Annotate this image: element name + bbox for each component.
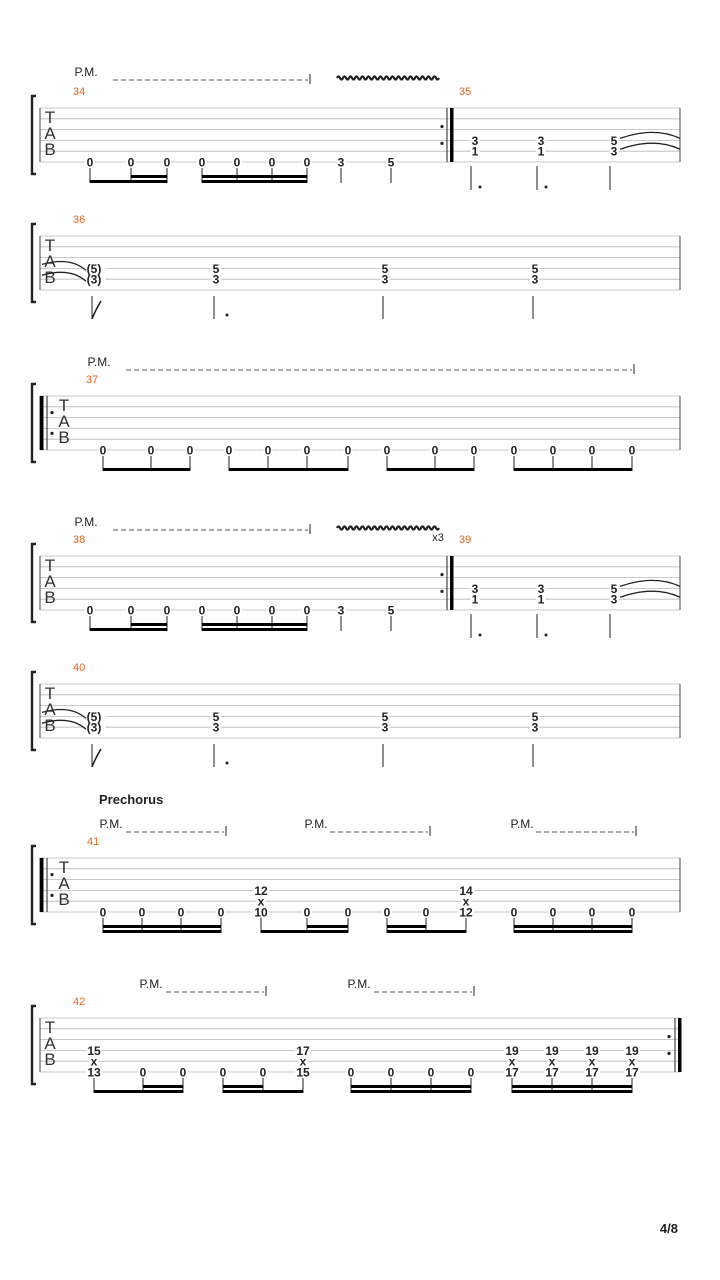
repeat-dot	[50, 894, 53, 897]
tab-clef-letter: B	[58, 428, 70, 447]
fret-number: (3)	[86, 272, 102, 287]
beam	[387, 468, 474, 471]
vibrato-mark	[337, 527, 439, 530]
fret-number: 0	[387, 1065, 395, 1080]
fret-number: 3	[212, 720, 220, 735]
dead-note: x	[90, 1054, 98, 1069]
beam	[223, 1090, 303, 1093]
tab-clef-letter: T	[58, 858, 70, 877]
fret-number: (3)	[86, 720, 102, 735]
beam	[514, 930, 632, 933]
beam	[512, 1085, 632, 1088]
beam	[202, 623, 307, 626]
fret-number: 5	[387, 603, 395, 618]
palm-mute-label: P.M.	[74, 515, 98, 529]
fret-number: 1	[537, 592, 545, 607]
fret-number: 0	[268, 603, 276, 618]
tie	[620, 143, 680, 149]
fret-number: 3	[212, 272, 220, 287]
measure-number: 37	[86, 374, 99, 386]
fret-number: 1	[471, 144, 479, 159]
fret-number: 0	[259, 1065, 267, 1080]
measure-number: 42	[73, 996, 86, 1008]
fret-number: 3	[531, 720, 539, 735]
fret-number: 5	[531, 709, 539, 724]
fret-number: 19	[545, 1043, 559, 1058]
tab-clef-letter: A	[44, 1034, 56, 1053]
repeat-count: x3	[432, 532, 444, 544]
beam	[514, 468, 632, 471]
tab-clef-letter: T	[44, 236, 56, 255]
fret-number: 17	[585, 1065, 599, 1080]
palm-mute-label: P.M.	[304, 817, 328, 831]
fret-number: 0	[177, 905, 185, 920]
palm-mute-label: P.M.	[510, 817, 534, 831]
fret-number: 0	[427, 1065, 435, 1080]
measure-number: 39	[459, 534, 472, 546]
fret-number: 5	[610, 581, 618, 596]
tab-clef-letter: B	[44, 716, 56, 735]
tab-clef-letter: T	[44, 684, 56, 703]
beam	[143, 1085, 183, 1088]
fret-number: 0	[99, 443, 107, 458]
fret-number: 0	[303, 603, 311, 618]
fret-number: 0	[431, 443, 439, 458]
tie	[620, 580, 680, 586]
measure-number: 38	[73, 534, 86, 546]
fret-number: 0	[588, 905, 596, 920]
fret-number: 0	[198, 603, 206, 618]
fret-number: 0	[139, 1065, 147, 1080]
fret-number: 0	[347, 1065, 355, 1080]
fret-number: 0	[233, 603, 241, 618]
dot	[479, 186, 482, 189]
tab-system-5	[32, 672, 680, 767]
beam	[94, 1090, 183, 1093]
fret-number: 3	[610, 592, 618, 607]
fret-number: 3	[531, 272, 539, 287]
beam	[351, 1085, 471, 1088]
fret-number: 3	[381, 720, 389, 735]
tab-clef-letter: T	[44, 108, 56, 127]
beam	[131, 623, 167, 626]
repeat-end-thick	[450, 556, 454, 610]
palm-mute-label: P.M.	[347, 977, 371, 991]
fret-number: 15	[296, 1065, 310, 1080]
tab-clef-letter: B	[44, 1050, 56, 1069]
fret-number: 5	[381, 261, 389, 276]
dot	[226, 762, 229, 765]
beam	[202, 628, 307, 631]
fret-number: 0	[470, 443, 478, 458]
fret-number: 13	[87, 1065, 101, 1080]
repeat-dot	[440, 573, 443, 576]
repeat-dot	[667, 1035, 670, 1038]
repeat-dot	[50, 411, 53, 414]
fret-number: 19	[585, 1043, 599, 1058]
repeat-end-thick	[450, 108, 454, 162]
tab-system-6	[32, 826, 680, 933]
palm-mute-label: P.M.	[74, 65, 98, 79]
palm-mute-label: P.M.	[87, 355, 111, 369]
fret-number: 0	[264, 443, 272, 458]
palm-mute-label: P.M.	[99, 817, 123, 831]
tie	[620, 591, 680, 597]
fret-number: 3	[610, 144, 618, 159]
tab-clef-letter: A	[44, 124, 56, 143]
system-bracket	[32, 384, 36, 462]
beam	[90, 628, 167, 631]
system-bracket	[32, 1006, 36, 1084]
measure-number: 41	[87, 836, 100, 848]
beam	[90, 180, 167, 183]
tab-clef-letter: B	[44, 588, 56, 607]
beam	[261, 930, 348, 933]
fret-number: 14	[459, 883, 473, 898]
fret-number: 0	[383, 905, 391, 920]
fret-number: 0	[549, 443, 557, 458]
tab-clef-letter: A	[44, 252, 56, 271]
tab-clef-letter: A	[58, 412, 70, 431]
dead-note: x	[588, 1054, 596, 1069]
fret-number: 5	[387, 155, 395, 170]
fret-number: (5)	[86, 709, 102, 724]
dead-note: x	[548, 1054, 556, 1069]
fret-number: 0	[127, 155, 135, 170]
fret-number: 0	[303, 905, 311, 920]
vibrato-mark	[337, 77, 439, 80]
beam	[229, 468, 348, 471]
fret-number: 3	[337, 155, 345, 170]
dot	[226, 314, 229, 317]
system-bracket	[32, 846, 36, 924]
tab-system-4	[32, 524, 680, 638]
note-flag	[92, 301, 101, 319]
beam	[103, 468, 190, 471]
repeat-end-thick	[678, 1018, 682, 1072]
fret-number: 5	[212, 709, 220, 724]
page-number: 4/8	[659, 1221, 678, 1236]
fret-number: 19	[625, 1043, 639, 1058]
tab-clef-letter: T	[44, 556, 56, 575]
fret-number: 3	[381, 272, 389, 287]
fret-number: 0	[186, 443, 194, 458]
fret-number: 19	[505, 1043, 519, 1058]
fret-number: 3	[537, 133, 545, 148]
tab-clef-letter: T	[58, 396, 70, 415]
fret-number: 0	[422, 905, 430, 920]
fret-number: 5	[212, 261, 220, 276]
fret-number: 3	[537, 581, 545, 596]
beam	[131, 175, 167, 178]
fret-number: 0	[303, 155, 311, 170]
tab-clef-letter: A	[44, 700, 56, 719]
beam	[307, 925, 348, 928]
system-bracket	[32, 224, 36, 302]
fret-number: 0	[217, 905, 225, 920]
beam	[202, 180, 307, 183]
fret-number: 1	[471, 592, 479, 607]
section-title: Prechorus	[99, 792, 164, 807]
fret-number: 0	[127, 603, 135, 618]
beam	[387, 925, 426, 928]
repeat-dot	[440, 142, 443, 145]
dead-note: x	[508, 1054, 516, 1069]
dead-note: x	[628, 1054, 636, 1069]
tab-system-1	[32, 74, 680, 190]
fret-number: 0	[344, 443, 352, 458]
dead-note: x	[462, 894, 470, 909]
beam	[103, 930, 221, 933]
fret-number: 0	[86, 603, 94, 618]
dot	[479, 634, 482, 637]
measure-number: 40	[73, 662, 86, 674]
fret-number: 0	[303, 443, 311, 458]
fret-number: 12	[254, 883, 268, 898]
fret-number: 0	[344, 905, 352, 920]
measure-number: 36	[73, 214, 86, 226]
beam	[103, 925, 221, 928]
beam	[387, 930, 466, 933]
fret-number: (5)	[86, 261, 102, 276]
fret-number: 17	[296, 1043, 310, 1058]
fret-number: 0	[510, 905, 518, 920]
fret-number: 3	[471, 581, 479, 596]
fret-number: 0	[588, 443, 596, 458]
tab-system-7	[32, 986, 682, 1093]
fret-number: 0	[628, 443, 636, 458]
fret-number: 5	[381, 709, 389, 724]
tie	[620, 132, 680, 138]
repeat-dot	[50, 432, 53, 435]
dead-note: x	[299, 1054, 307, 1069]
beam	[512, 1090, 632, 1093]
repeat-dot	[667, 1052, 670, 1055]
fret-number: 0	[628, 905, 636, 920]
fret-number: 0	[219, 1065, 227, 1080]
tab-clef-letter: A	[58, 874, 70, 893]
beam	[514, 925, 632, 928]
fret-number: 3	[337, 603, 345, 618]
repeat-start-thick	[40, 858, 44, 912]
fret-number: 17	[625, 1065, 639, 1080]
repeat-dot	[50, 873, 53, 876]
fret-number: 0	[179, 1065, 187, 1080]
palm-mute-label: P.M.	[139, 977, 163, 991]
fret-number: 0	[198, 155, 206, 170]
repeat-dot	[440, 590, 443, 593]
fret-number: 3	[471, 133, 479, 148]
fret-number: 5	[531, 261, 539, 276]
fret-number: 5	[610, 133, 618, 148]
tab-system-3	[32, 364, 680, 471]
tab-system-2	[32, 224, 680, 319]
repeat-dot	[440, 125, 443, 128]
fret-number: 0	[467, 1065, 475, 1080]
fret-number: 1	[537, 144, 545, 159]
tab-clef-letter: B	[44, 268, 56, 287]
fret-number: 0	[233, 155, 241, 170]
system-bracket	[32, 672, 36, 750]
fret-number: 0	[163, 603, 171, 618]
fret-number: 17	[545, 1065, 559, 1080]
fret-number: 17	[505, 1065, 519, 1080]
fret-number: 0	[147, 443, 155, 458]
tab-clef-letter: B	[44, 140, 56, 159]
repeat-start-thick	[40, 396, 44, 450]
beam	[202, 175, 307, 178]
dot	[545, 634, 548, 637]
fret-number: 0	[86, 155, 94, 170]
fret-number: 0	[163, 155, 171, 170]
fret-number: 0	[99, 905, 107, 920]
fret-number: 0	[268, 155, 276, 170]
dot	[545, 186, 548, 189]
tab-clef-letter: A	[44, 572, 56, 591]
measure-number: 34	[73, 86, 86, 98]
tab-clef-letter: B	[58, 890, 70, 909]
beam	[351, 1090, 471, 1093]
fret-number: 0	[549, 905, 557, 920]
fret-number: 15	[87, 1043, 101, 1058]
fret-number: 0	[225, 443, 233, 458]
beam	[223, 1085, 263, 1088]
system-bracket	[32, 544, 36, 622]
fret-number: 0	[383, 443, 391, 458]
fret-number: 0	[510, 443, 518, 458]
note-flag	[92, 749, 101, 767]
fret-number: 10	[254, 905, 268, 920]
system-bracket	[32, 96, 36, 174]
fret-number: 12	[459, 905, 473, 920]
measure-number: 35	[459, 86, 472, 98]
fret-number: 0	[138, 905, 146, 920]
dead-note: x	[257, 894, 265, 909]
tab-clef-letter: T	[44, 1018, 56, 1037]
